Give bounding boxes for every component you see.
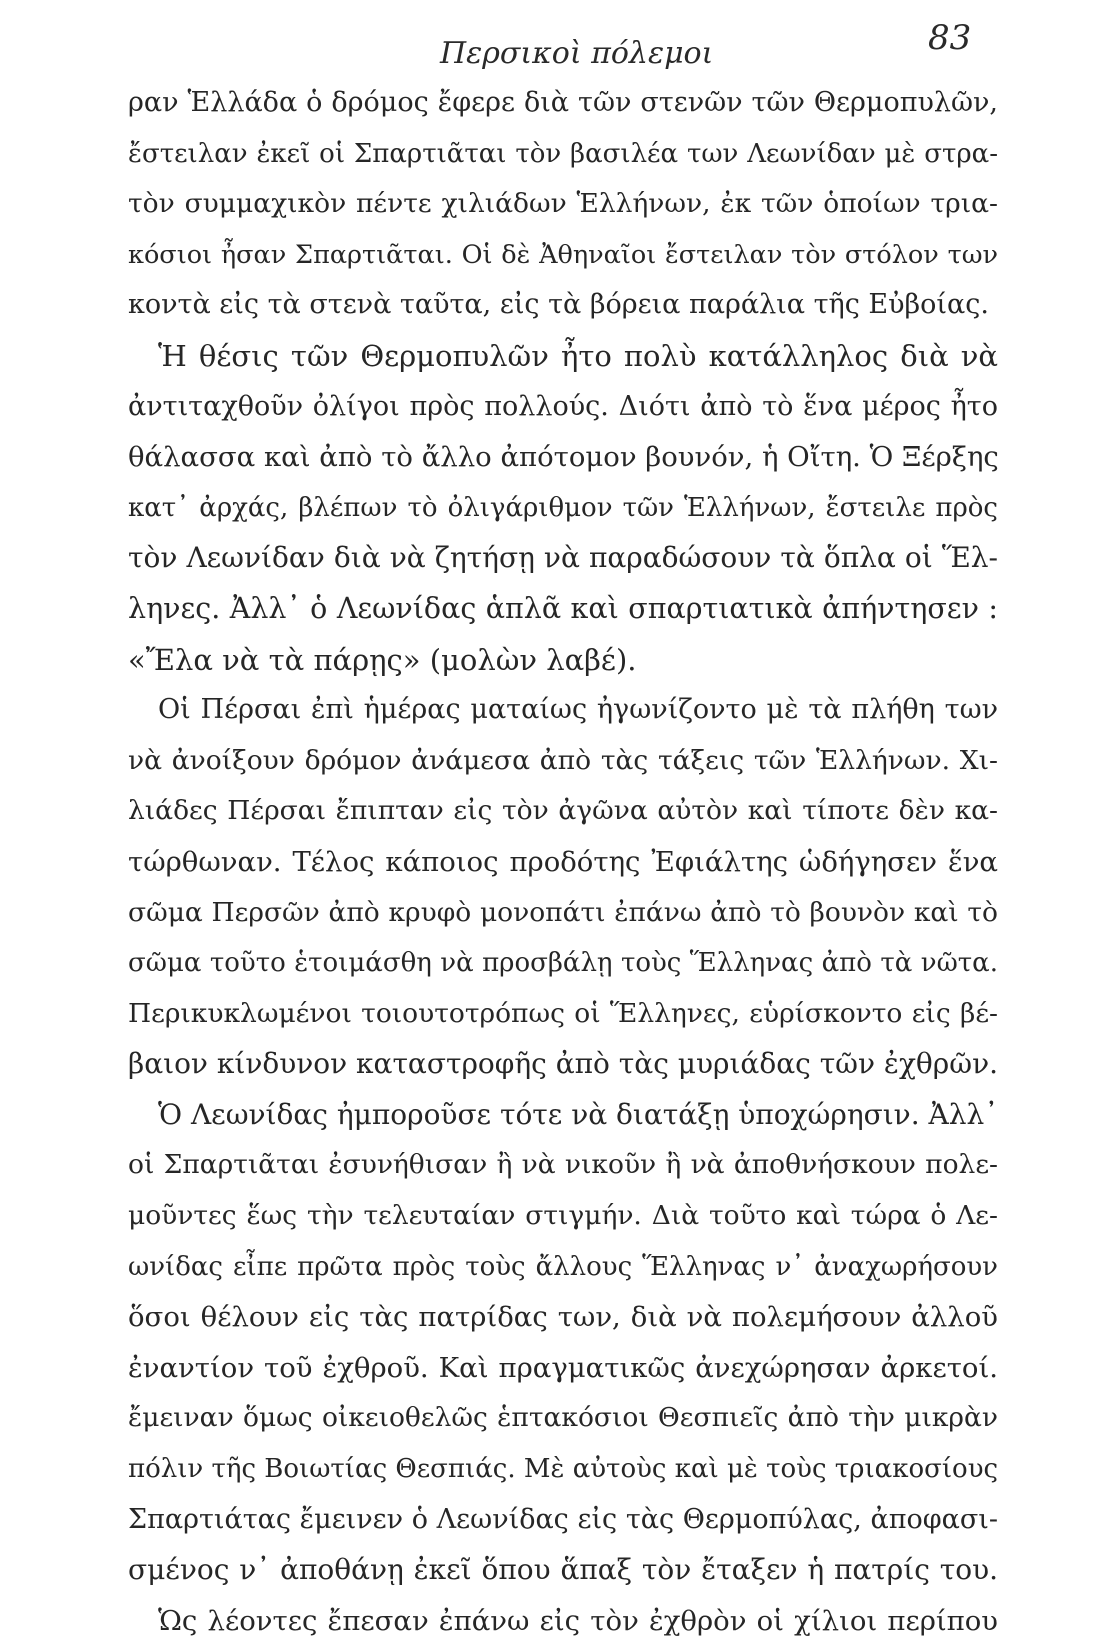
text-line: μοῦντες ἕως τὴν τελευταίαν στιγμήν. Διὰ τοῦτο καὶ τώρα ὁ Λε- (128, 1200, 998, 1232)
running-head (0, 16, 1104, 76)
text-line: θάλασσα καὶ ἀπὸ τὸ ἄλλο ἀπότομον βουνόν, ἡ Οἴτη. Ὁ Ξέρξης (128, 441, 999, 474)
page-number: 83 (928, 18, 972, 58)
text-line: λιάδες Πέρσαι ἔπιπταν εἰς τὸν ἀγῶνα αὐτὸν καὶ τίποτε δὲν κα- (128, 795, 998, 827)
text-line: οἱ Σπαρτιᾶται ἐσυνήθισαν ἢ νὰ νικοῦν ἢ νὰ ἀποθνήσκουν πολε- (128, 1149, 998, 1181)
body-text (128, 78, 998, 1646)
text-line: σῶμα τοῦτο ἑτοιμάσθη νὰ προσβάλῃ τοὺς Ἕλληνας ἀπὸ τὰ νῶτα. (128, 948, 998, 979)
text-line: Περικυκλωμένοι τοιουτοτρόπως οἱ Ἕλληνες, εὑρίσκοντο εἰς βέ- (128, 997, 998, 1029)
text-line: «Ἔλα νὰ τὰ πάρῃς» (μολὼν λαβέ). (128, 642, 637, 677)
text-line: τὸν συμμαχικὸν πέντε χιλιάδων Ἑλλήνων, ἐκ τῶν ὁποίων τρια- (128, 188, 998, 220)
text-line: ὅσοι θέλουν εἰς τὰς πατρίδας των, διὰ νὰ πολεμήσουν ἀλλοῦ (128, 1301, 998, 1334)
text-line: ωνίδας εἶπε πρῶτα πρὸς τοὺς ἄλλους Ἕλληνας ν᾽ ἀναχωρήσουν (128, 1251, 998, 1282)
text-line: Ἡ θέσις τῶν Θερμοπυλῶν ἦτο πολὺ κατάλληλος διὰ νὰ (158, 338, 998, 373)
text-line: κόσιοι ἦσαν Σπαρτιᾶται. Οἱ δὲ Ἀθηναῖοι ἔστειλαν τὸν στόλον των (128, 239, 998, 270)
text-line: ληνες. Ἀλλ᾽ ὁ Λεωνίδας ἁπλᾶ καὶ σπαρτιατικὰ ἀπήντησεν : (128, 591, 998, 625)
text-line: Οἱ Πέρσαι ἐπὶ ἡμέρας ματαίως ἠγωνίζοντο μὲ τὰ πλήθη των (158, 694, 998, 726)
text-line: κατ᾽ ἀρχάς, βλέπων τὸ ὀλιγάριθμον τῶν Ἑλλήνων, ἔστειλε πρὸς (128, 492, 998, 523)
text-line: σῶμα Περσῶν ἀπὸ κρυφὸ μονοπάτι ἐπάνω ἀπὸ τὸ βουνὸν καὶ τὸ (128, 896, 998, 928)
text-line: τὸν Λεωνίδαν διὰ νὰ ζητήσῃ νὰ παραδώσουν τὰ ὅπλα οἱ Ἕλ- (128, 541, 998, 575)
text-line: Ὁ Λεωνίδας ἠμποροῦσε τότε νὰ διατάξῃ ὑποχώρησιν. Ἀλλ᾽ (158, 1097, 999, 1131)
text-line: βαιον κίνδυνον καταστροφῆς ἀπὸ τὰς μυριάδας τῶν ἐχθρῶν. (128, 1047, 998, 1081)
text-line: ἔμειναν ὅμως οἰκειοθελῶς ἑπτακόσιοι Θεσπιεῖς ἀπὸ τὴν μικρὰν (128, 1402, 998, 1434)
text-line: ἔστειλαν ἐκεῖ οἱ Σπαρτιᾶται τὸν βασιλέα των Λεωνίδαν μὲ στρα- (128, 138, 998, 169)
text-line: σμένος ν᾽ ἀποθάνῃ ἐκεῖ ὅπου ἅπαξ τὸν ἔταξεν ἡ πατρίς του. (128, 1553, 998, 1587)
text-line: τώρθωναν. Τέλος κάποιος προδότης Ἐφιάλτης ὡδήγησεν ἕνα (128, 845, 998, 878)
text-line: ραν Ἑλλάδα ὁ δρόμος ἔφερε διὰ τῶν στενῶν τῶν Θερμοπυλῶν, (128, 87, 998, 118)
text-line: κοντὰ εἰς τὰ στενὰ ταῦτα, εἰς τὰ βόρεια παράλια τῆς Εὐβοίας. (128, 289, 989, 321)
text-line: πόλιν τῆς Βοιωτίας Θεσπιάς. Μὲ αὐτοὺς καὶ μὲ τοὺς τριακοσίους (128, 1454, 999, 1485)
text-line: Ὡς λέοντες ἔπεσαν ἐπάνω εἰς τὸν ἐχθρὸν οἱ χίλιοι περίπου (158, 1604, 998, 1637)
text-line: νὰ ἀνοίξουν δρόμον ἀνάμεσα ἀπὸ τὰς τάξεις τῶν Ἑλλήνων. Χι- (128, 744, 998, 776)
text-line: ἀντιταχθοῦν ὀλίγοι πρὸς πολλούς. Διότι ἀπὸ τὸ ἕνα μέρος ἦτο (128, 390, 998, 422)
running-head-title: Περσικοὶ πόλεμοι (440, 36, 714, 71)
text-line: Σπαρτιάτας ἔμεινεν ὁ Λεωνίδας εἰς τὰς Θερμοπύλας, ἀποφασι- (128, 1503, 998, 1535)
text-line: ἐναντίον τοῦ ἐχθροῦ. Καὶ πραγματικῶς ἀνεχώρησαν ἀρκετοί. (128, 1351, 998, 1384)
